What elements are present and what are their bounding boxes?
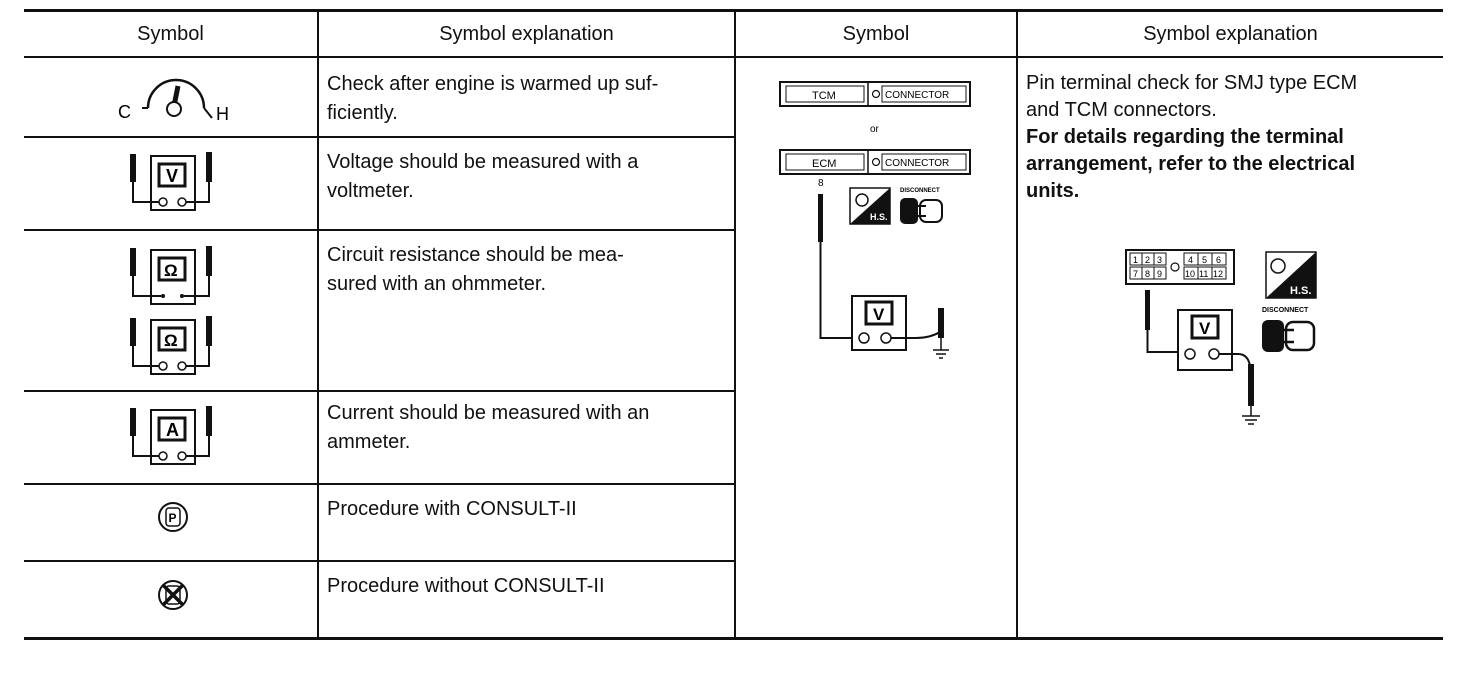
svg-text:Ω: Ω	[164, 261, 178, 280]
svg-text:5: 5	[1202, 255, 1208, 265]
or-label: or	[870, 124, 879, 135]
header-symbol-explanation: Symbol explanation	[439, 22, 614, 45]
pin-number: 8	[818, 178, 824, 189]
explanation-without-consult: Procedure without CONSULT-II	[327, 575, 605, 597]
row-divider	[24, 390, 735, 392]
explanation-voltmeter: Voltage should be measured with a voltmeter.	[327, 151, 639, 202]
svg-text:Ω: Ω	[164, 331, 178, 350]
smj-connector	[1126, 250, 1234, 284]
svg-text:4: 4	[1188, 255, 1194, 265]
svg-text:6: 6	[1216, 255, 1222, 265]
connector-check-diagram	[770, 70, 990, 370]
svg-text:ECM: ECM	[812, 158, 837, 170]
disconnect-plug-icon	[1262, 320, 1314, 352]
ecm-connector	[780, 150, 970, 174]
consult-ii-icon	[156, 500, 190, 534]
disconnect-label: DISCONNECT	[900, 188, 940, 194]
explanation-pin-terminal-check: Pin terminal check for SMJ type ECM and TCM connectors. For details regarding the terminal arrangement, refer to the electrical units.	[1026, 72, 1358, 202]
svg-text:10: 10	[1185, 269, 1196, 279]
svg-text:P: P	[168, 511, 177, 525]
hot-label: H	[216, 104, 229, 124]
svg-text:V: V	[166, 166, 179, 186]
svg-text:11: 11	[1199, 269, 1209, 279]
svg-text:2: 2	[1145, 255, 1151, 265]
header-symbol: Symbol	[137, 22, 204, 45]
svg-text:9: 9	[1157, 269, 1163, 279]
svg-text:8: 8	[1145, 269, 1151, 279]
engine-temperature-gauge-icon	[108, 72, 238, 128]
voltmeter-icon	[852, 296, 906, 350]
svg-text:V: V	[1199, 319, 1211, 338]
svg-text:1: 1	[1133, 255, 1139, 265]
ohmmeter-icon	[125, 240, 220, 312]
svg-text:3: 3	[1157, 255, 1163, 265]
ammeter-icon	[125, 400, 220, 472]
svg-text:12: 12	[1213, 269, 1224, 279]
svg-text:TCM: TCM	[812, 90, 836, 102]
svg-text:H.S.: H.S.	[1290, 285, 1312, 297]
tcm-connector	[780, 82, 970, 106]
row-divider	[24, 560, 735, 562]
voltmeter-icon	[1178, 310, 1232, 370]
column-divider	[734, 12, 736, 637]
row-divider	[24, 229, 735, 231]
no-consult-ii-icon	[156, 578, 190, 612]
hs-badge	[1266, 252, 1316, 298]
explanation-with-consult: Procedure with CONSULT-II	[327, 498, 577, 520]
column-divider	[317, 12, 319, 637]
bottom-rule	[24, 637, 1443, 640]
column-divider	[1016, 12, 1018, 637]
hs-badge	[850, 188, 890, 224]
explanation-ammeter: Current should be measured with an ammeter.	[327, 402, 650, 453]
svg-text:A: A	[166, 420, 179, 440]
ohmmeter-icon	[125, 310, 220, 382]
svg-text:H.S.: H.S.	[870, 212, 888, 222]
disconnect-label: DISCONNECT	[1262, 307, 1309, 314]
svg-text:V: V	[873, 305, 885, 324]
explanation-warm-up: Check after engine is warmed up suf- ficiently.	[327, 73, 659, 124]
header-symbol-explanation: Symbol explanation	[1143, 22, 1318, 45]
voltmeter-icon	[125, 146, 220, 218]
svg-text:CONNECTOR: CONNECTOR	[885, 158, 950, 169]
svg-text:7: 7	[1133, 269, 1139, 279]
smj-connector-check-diagram	[1120, 246, 1340, 436]
explanation-ohmmeter: Circuit resistance should be mea- sured with an ohmmeter.	[327, 244, 624, 295]
row-divider	[24, 136, 735, 138]
disconnect-plug-icon	[900, 198, 942, 224]
header-symbol: Symbol	[842, 22, 910, 45]
svg-text:CONNECTOR: CONNECTOR	[885, 90, 950, 101]
cold-label: C	[118, 102, 131, 122]
row-divider	[24, 483, 735, 485]
